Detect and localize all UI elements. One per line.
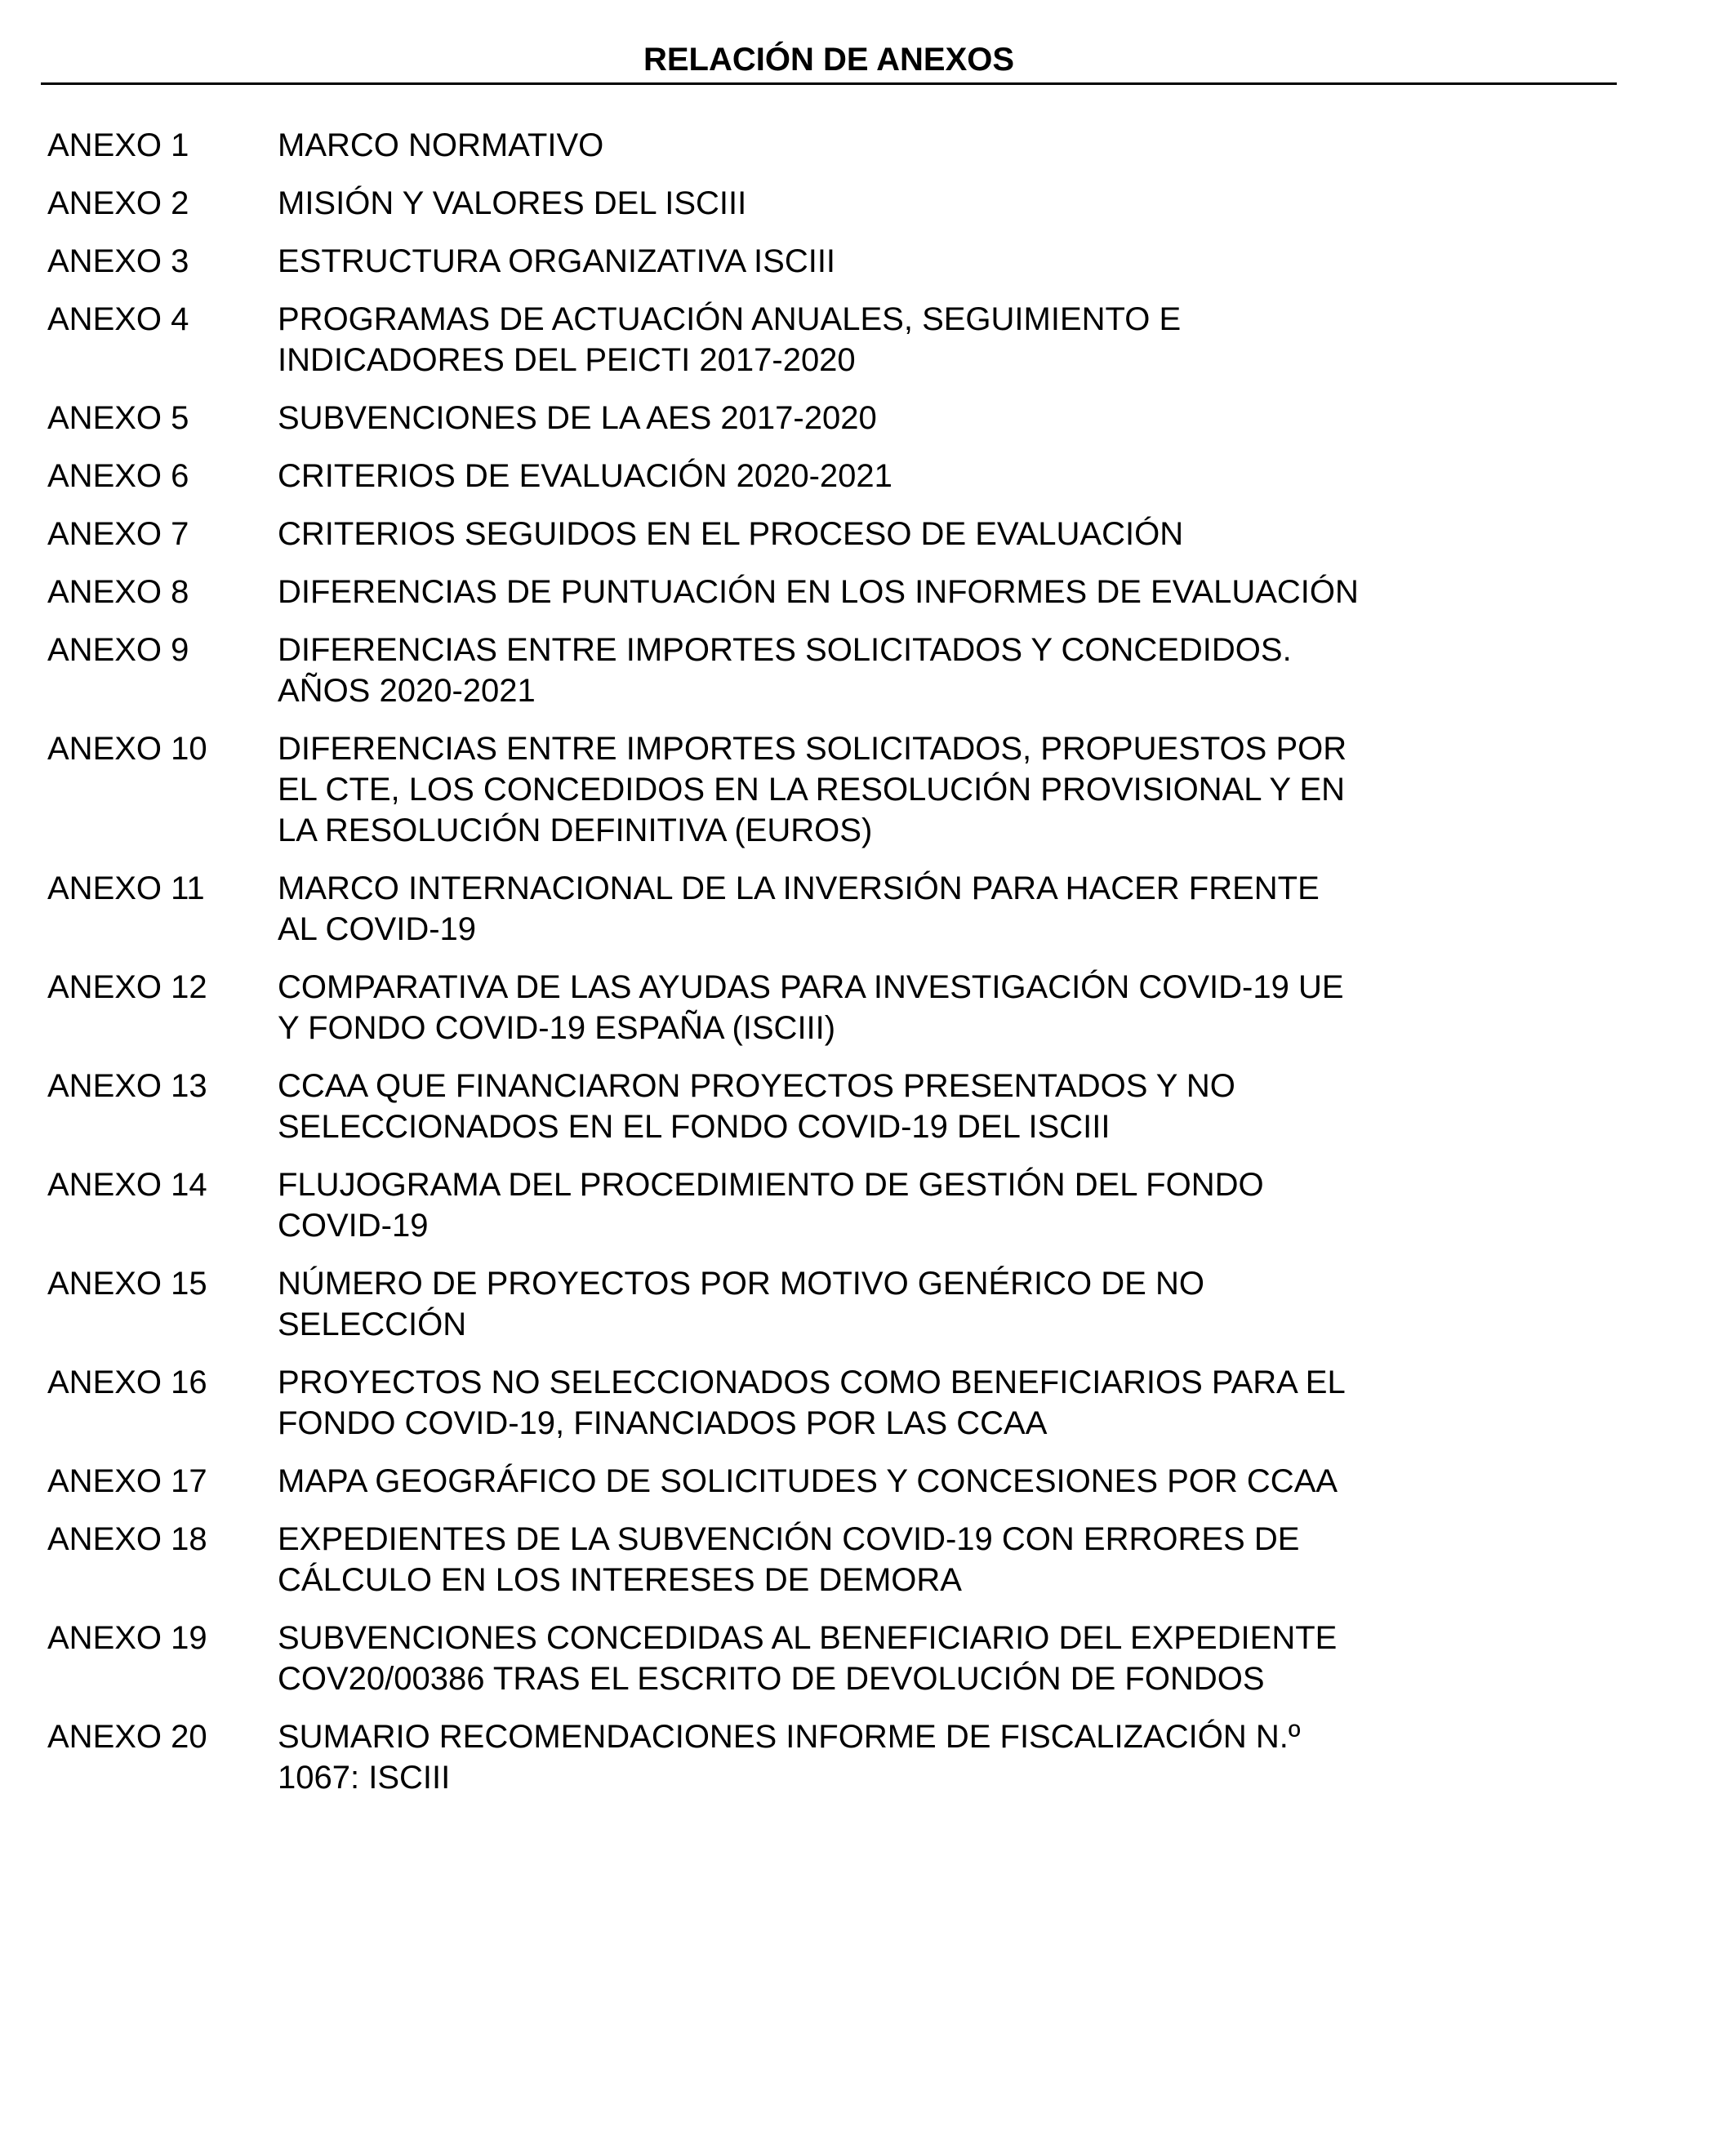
annex-title-line: EXPEDIENTES DE LA SUBVENCIÓN COVID-19 CON ERRORES DE xyxy=(278,1521,1300,1557)
annex-item xyxy=(47,241,1359,282)
annex-number: ANEXO 11 xyxy=(47,870,205,906)
annex-title xyxy=(278,572,1359,612)
annex-title-line: SELECCIONADOS EN EL FONDO COVID-19 DEL ISCIII xyxy=(278,1109,1111,1145)
annex-title-line: CRITERIOS SEGUIDOS EN EL PROCESO DE EVALUACIÓN xyxy=(278,516,1184,552)
annex-number: ANEXO 6 xyxy=(47,458,189,494)
annex-title-line: NÚMERO DE PROYECTOS POR MOTIVO GENÉRICO DE NO xyxy=(278,1266,1204,1302)
annex-title-line: AÑOS 2020-2021 xyxy=(278,673,536,709)
annex-title-line: INDICADORES DEL PEICTI 2017-2020 xyxy=(278,342,856,378)
annex-title-line: MARCO NORMATIVO xyxy=(278,127,604,163)
annex-number: ANEXO 5 xyxy=(47,400,189,436)
annex-title xyxy=(278,1519,1299,1600)
annex-title xyxy=(278,241,835,282)
annex-title-line: COV20/00386 TRAS EL ESCRITO DE DEVOLUCIÓN DE FONDOS xyxy=(278,1661,1265,1697)
annex-number: ANEXO 12 xyxy=(47,969,207,1005)
annex-title-line: MARCO INTERNACIONAL DE LA INVERSIÓN PARA HACER FRENTE xyxy=(278,870,1320,906)
annex-item xyxy=(47,1461,1359,1502)
annex-number: ANEXO 17 xyxy=(47,1463,207,1499)
annex-title xyxy=(278,1461,1338,1502)
annex-title-line: ESTRUCTURA ORGANIZATIVA ISCIII xyxy=(278,243,836,279)
annex-number: ANEXO 20 xyxy=(47,1719,207,1755)
annex-number: ANEXO 15 xyxy=(47,1266,207,1302)
annex-item xyxy=(47,572,1359,612)
page-title: RELACIÓN DE ANEXOS xyxy=(643,42,1015,78)
annex-number: ANEXO 16 xyxy=(47,1364,207,1400)
annex-title xyxy=(278,967,1344,1048)
annex-title-line: SELECCIÓN xyxy=(278,1306,467,1342)
annex-title-line: EL CTE, LOS CONCEDIDOS EN LA RESOLUCIÓN PROVISIONAL Y EN xyxy=(278,772,1346,808)
annex-title-line: DIFERENCIAS ENTRE IMPORTES SOLICITADOS, PROPUESTOS POR xyxy=(278,731,1347,767)
annex-item xyxy=(47,1618,1359,1699)
annex-title-line: DIFERENCIAS ENTRE IMPORTES SOLICITADOS Y CONCEDIDOS. xyxy=(278,632,1292,668)
annex-number: ANEXO 19 xyxy=(47,1620,207,1656)
annex-title-line: CRITERIOS DE EVALUACIÓN 2020-2021 xyxy=(278,458,892,494)
annex-number: ANEXO 8 xyxy=(47,574,189,610)
annex-title xyxy=(278,299,1181,381)
annex-item xyxy=(47,1164,1359,1246)
annex-item xyxy=(47,967,1359,1048)
annex-number: ANEXO 10 xyxy=(47,731,207,767)
annex-item xyxy=(47,868,1359,950)
annex-title xyxy=(278,1618,1337,1699)
annex-item xyxy=(47,1716,1359,1798)
annex-number: ANEXO 14 xyxy=(47,1167,207,1203)
annex-title xyxy=(278,1164,1264,1246)
title-divider xyxy=(41,82,1617,85)
annex-title-line: Y FONDO COVID-19 ESPAÑA (ISCIII) xyxy=(278,1010,836,1046)
annex-title xyxy=(278,728,1347,851)
annex-title-line: CÁLCULO EN LOS INTERESES DE DEMORA xyxy=(278,1562,962,1598)
annex-title-line: PROGRAMAS DE ACTUACIÓN ANUALES, SEGUIMIENTO E xyxy=(278,301,1182,337)
annex-title-line: SUBVENCIONES CONCEDIDAS AL BENEFICIARIO DEL EXPEDIENTE xyxy=(278,1620,1338,1656)
annex-title-line: SUMARIO RECOMENDACIONES INFORME DE FISCALIZACIÓN N.º xyxy=(278,1719,1301,1755)
annex-item xyxy=(47,728,1359,851)
annex-title-line: COVID-19 xyxy=(278,1208,429,1244)
annex-number: ANEXO 4 xyxy=(47,301,189,337)
annex-number: ANEXO 13 xyxy=(47,1068,207,1104)
annex-number: ANEXO 2 xyxy=(47,185,189,221)
annex-number: ANEXO 18 xyxy=(47,1521,207,1557)
annex-item xyxy=(47,630,1359,711)
annex-number: ANEXO 9 xyxy=(47,632,189,668)
annex-item xyxy=(47,1519,1359,1600)
annex-title xyxy=(278,1362,1346,1444)
annex-list xyxy=(47,125,1359,1815)
annex-number: ANEXO 7 xyxy=(47,516,189,552)
annex-item xyxy=(47,1263,1359,1345)
annex-item xyxy=(47,514,1359,554)
annex-title xyxy=(278,456,892,496)
annex-title-line: MAPA GEOGRÁFICO DE SOLICITUDES Y CONCESIONES POR CCAA xyxy=(278,1463,1338,1499)
annex-item xyxy=(47,299,1359,381)
annex-title-line: FONDO COVID-19, FINANCIADOS POR LAS CCAA xyxy=(278,1405,1048,1441)
annex-title-line: LA RESOLUCIÓN DEFINITIVA (EUROS) xyxy=(278,812,873,848)
annex-title xyxy=(278,1263,1204,1345)
annex-item xyxy=(47,398,1359,438)
annex-title-line: DIFERENCIAS DE PUNTUACIÓN EN LOS INFORMES DE EVALUACIÓN xyxy=(278,574,1359,610)
annex-title-line: FLUJOGRAMA DEL PROCEDIMIENTO DE GESTIÓN DEL FONDO xyxy=(278,1167,1264,1203)
annex-item xyxy=(47,456,1359,496)
annex-title-line: COMPARATIVA DE LAS AYUDAS PARA INVESTIGACIÓN COVID-19 UE xyxy=(278,969,1344,1005)
annex-item xyxy=(47,183,1359,224)
annex-item xyxy=(47,1362,1359,1444)
annex-title xyxy=(278,630,1292,711)
annex-title-line: MISIÓN Y VALORES DEL ISCIII xyxy=(278,185,747,221)
annex-number: ANEXO 3 xyxy=(47,243,189,279)
annex-title-line: AL COVID-19 xyxy=(278,911,477,947)
annex-title-line: PROYECTOS NO SELECCIONADOS COMO BENEFICIARIOS PARA EL xyxy=(278,1364,1346,1400)
annex-title xyxy=(278,1066,1235,1147)
annex-number: ANEXO 1 xyxy=(47,127,189,163)
annex-title-line: 1067: ISCIII xyxy=(278,1760,451,1796)
annex-title xyxy=(278,125,603,166)
annex-title-line: SUBVENCIONES DE LA AES 2017-2020 xyxy=(278,400,877,436)
annex-item xyxy=(47,1066,1359,1147)
annex-title xyxy=(278,183,746,224)
annex-title xyxy=(278,514,1183,554)
annex-title-line: CCAA QUE FINANCIARON PROYECTOS PRESENTADOS Y NO xyxy=(278,1068,1235,1104)
annex-item xyxy=(47,125,1359,166)
annex-title xyxy=(278,868,1320,950)
annex-title xyxy=(278,1716,1301,1798)
annex-title xyxy=(278,398,877,438)
